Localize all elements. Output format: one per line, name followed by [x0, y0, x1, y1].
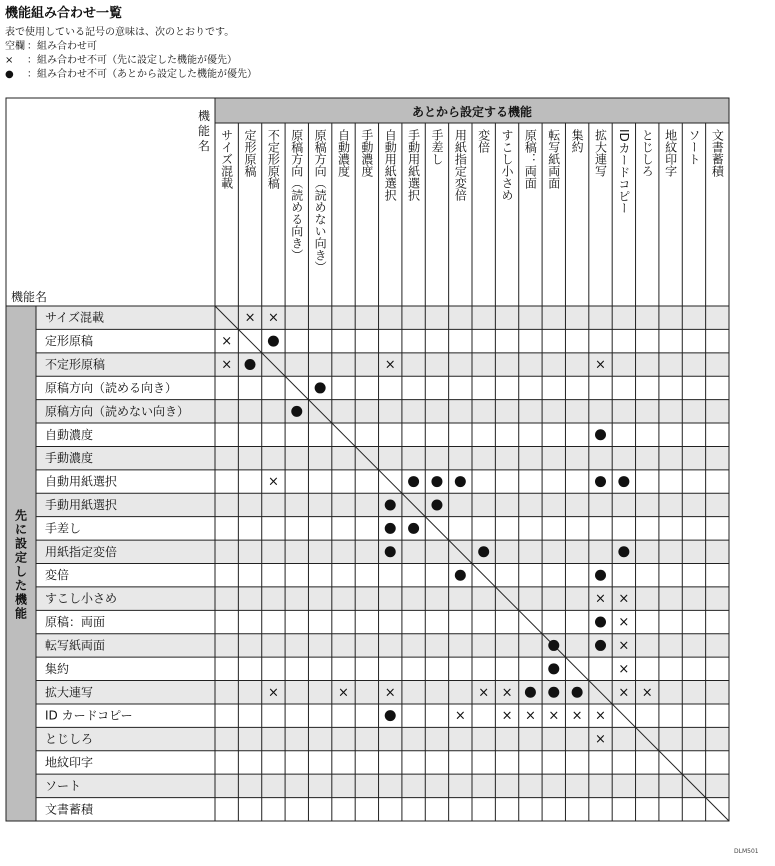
dot-mark	[548, 687, 559, 698]
column-header: 転写紙両面	[546, 129, 561, 189]
row-label: 手動用紙選択	[45, 497, 118, 512]
row-label: とじしろ	[45, 732, 94, 747]
dot-mark	[455, 476, 466, 487]
row-label: すこし小さめ	[45, 591, 118, 606]
legend-desc: ：組み合わせ不可（あとから設定した機能が優先）	[27, 69, 257, 80]
column-header: 変倍	[476, 129, 491, 153]
cross-mark: ×	[338, 685, 349, 701]
row-label: 定形原稿	[45, 334, 94, 349]
cross-mark: ×	[571, 708, 583, 724]
earlier-header-label: 定	[14, 550, 28, 565]
column-header: 自動濃度	[336, 129, 351, 177]
column-header: 地紋印字	[663, 129, 678, 177]
corner-top-label: 機	[197, 109, 211, 123]
cross-mark: ×	[221, 334, 233, 350]
cross-mark: ×	[618, 615, 630, 631]
cross-mark: ×	[384, 685, 396, 701]
page-title: 機能組み合わせ一覧	[5, 6, 123, 21]
figure-code: DLM501	[734, 848, 759, 855]
earlier-header-label: た	[14, 578, 28, 593]
dot-mark	[618, 476, 629, 487]
cross-mark: ×	[244, 310, 256, 326]
cross-mark: ×	[595, 708, 606, 724]
row-label: 自動濃度	[45, 427, 94, 442]
dot-mark	[595, 570, 606, 581]
dot-mark	[431, 499, 442, 510]
earlier-header-label: 能	[14, 606, 28, 621]
row-label: 拡大連写	[45, 685, 94, 700]
dot-mark	[408, 523, 419, 534]
cross-mark: ×	[267, 310, 279, 326]
row-label: 原稿方向（読めない向き）	[45, 404, 190, 419]
dot-mark	[315, 382, 326, 393]
cross-mark: ×	[641, 685, 653, 701]
cross-mark: ×	[618, 661, 630, 677]
row-label: 地紋印字	[45, 755, 94, 770]
legend-symbol: 空欄	[5, 41, 25, 52]
column-header: 手差し	[429, 129, 444, 165]
dot-mark	[431, 476, 442, 487]
cross-mark: ×	[454, 708, 466, 724]
corner-bottom-label: 機能名	[11, 290, 48, 304]
column-header: 拡大連写	[593, 129, 608, 177]
dot-mark	[618, 546, 629, 557]
dot-mark	[525, 687, 536, 698]
column-header: 手動濃度	[359, 129, 374, 177]
column-header: 用紙指定変倍	[453, 129, 468, 201]
row-label: 手動濃度	[45, 451, 94, 466]
row-label: 不定形原稿	[45, 357, 106, 372]
earlier-header-label: 機	[14, 592, 28, 607]
intro-text: 表で使用している記号の意味は、次のとおりです。	[5, 27, 235, 38]
row-label: 変倍	[45, 568, 70, 583]
column-header: 不定形原稿	[266, 129, 281, 189]
column-header: ソート	[686, 129, 701, 165]
cross-mark: ×	[478, 685, 490, 701]
dot-mark	[245, 359, 256, 370]
cross-mark: ×	[267, 685, 279, 701]
cross-mark: ×	[501, 708, 513, 724]
cross-mark: ×	[595, 732, 606, 748]
legend-desc: ：組み合わせ可	[27, 41, 97, 52]
earlier-header-label: 設	[14, 536, 28, 551]
dot-mark	[455, 570, 466, 581]
cross-mark: ×	[595, 591, 606, 607]
column-header: 集約	[570, 129, 585, 153]
cross-mark: ×	[595, 357, 606, 373]
column-header: IDカードコピー	[616, 129, 631, 214]
dot-mark	[595, 476, 606, 487]
dot-mark	[385, 546, 396, 557]
row-label: ID カードコピー	[45, 708, 133, 723]
column-header: サイズ混載	[219, 129, 234, 189]
corner-top-label: 名	[197, 139, 211, 153]
later-header-label: あとから設定する機能	[411, 105, 533, 119]
earlier-header-label: し	[14, 564, 28, 579]
column-header: 手動用紙選択	[406, 129, 421, 201]
dot-mark	[595, 640, 606, 651]
row-shade	[36, 306, 729, 329]
cross-mark: ×	[501, 685, 513, 701]
dot-mark	[291, 406, 302, 417]
dot-mark	[548, 663, 559, 674]
row-shade	[36, 727, 729, 750]
legend-symbol: ●	[5, 69, 14, 80]
row-shade	[36, 353, 729, 376]
dot-mark	[385, 499, 396, 510]
legend-desc: ：組み合わせ不可（先に設定した機能が優先）	[27, 55, 237, 66]
cross-mark: ×	[618, 591, 630, 607]
dot-mark	[478, 546, 489, 557]
row-shade	[36, 493, 729, 516]
column-header: すこし小さめ	[500, 129, 515, 201]
legend-symbol: ×	[5, 55, 14, 66]
row-label: 自動用紙選択	[45, 474, 118, 489]
row-shade	[36, 774, 729, 797]
dot-mark	[268, 336, 279, 347]
earlier-header-label: 先	[14, 508, 28, 523]
dot-mark	[385, 523, 396, 534]
row-label: サイズ混載	[45, 310, 105, 325]
row-label: ソート	[45, 778, 82, 793]
dot-mark	[408, 476, 419, 487]
earlier-header-label: に	[14, 522, 28, 537]
row-label: 集約	[45, 661, 70, 676]
corner-top-label: 能	[197, 124, 211, 138]
column-header: 原稿方向（読めない向き）	[313, 129, 328, 273]
dot-mark	[572, 687, 583, 698]
dot-mark	[595, 429, 606, 440]
column-header: 文書蓄積	[710, 129, 725, 177]
row-label: 原稿：両面	[45, 615, 106, 630]
dot-mark	[548, 640, 559, 651]
row-label: 手差し	[45, 521, 82, 536]
row-label: 用紙指定変倍	[45, 544, 118, 559]
column-header: 原稿方向（読める向き）	[289, 129, 304, 261]
row-label: 転写紙両面	[45, 638, 106, 653]
cross-mark: ×	[548, 708, 560, 724]
cross-mark: ×	[221, 357, 233, 373]
row-label: 文書蓄積	[45, 802, 94, 817]
dot-mark	[595, 617, 606, 628]
column-header: 自動用紙選択	[383, 129, 398, 201]
cross-mark: ×	[618, 638, 630, 654]
cross-mark: ×	[267, 474, 279, 490]
row-shade	[36, 446, 729, 469]
column-header: 定形原稿	[243, 129, 258, 177]
cross-mark: ×	[384, 357, 396, 373]
cross-mark: ×	[618, 685, 630, 701]
cross-mark: ×	[524, 708, 536, 724]
column-header: とじしろ	[640, 129, 655, 177]
column-header: 原稿：両面	[523, 129, 538, 189]
dot-mark	[385, 710, 396, 721]
row-label: 原稿方向（読める向き）	[45, 380, 178, 395]
